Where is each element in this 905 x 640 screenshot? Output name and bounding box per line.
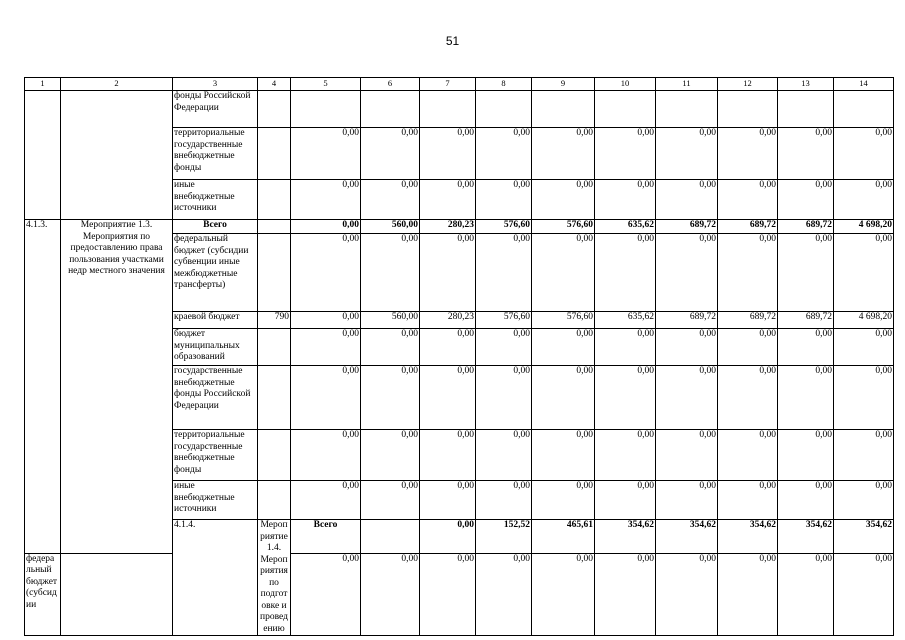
- code-cell: [61, 553, 173, 635]
- value-cell: 0,00: [476, 481, 532, 520]
- value-cell: 0,00: [532, 481, 595, 520]
- value-cell: 0,00: [476, 234, 532, 312]
- value-cell: [656, 91, 718, 128]
- value-cell: 0,00: [834, 553, 894, 635]
- value-cell: 0,00: [718, 234, 778, 312]
- value-cell: 689,72: [778, 220, 834, 234]
- value-cell: 0,00: [595, 553, 656, 635]
- value-cell: 560,00: [361, 312, 420, 329]
- column-number-header: 2: [61, 78, 173, 91]
- code-cell: [258, 430, 291, 481]
- value-cell: 0,00: [291, 312, 361, 329]
- column-number-header: 11: [656, 78, 718, 91]
- value-cell: [718, 91, 778, 128]
- value-cell: 0,00: [834, 128, 894, 180]
- value-cell: 0,00: [656, 366, 718, 430]
- column-number-header: 5: [291, 78, 361, 91]
- value-cell: 0,00: [778, 366, 834, 430]
- column-number-header: 1: [25, 78, 61, 91]
- code-cell: [258, 128, 291, 180]
- funding-source-cell: Всего: [291, 520, 361, 554]
- funding-source-cell: иные внебюджетные источники: [173, 180, 258, 220]
- value-cell: 0,00: [834, 430, 894, 481]
- value-cell: 0,00: [595, 366, 656, 430]
- value-cell: 0,00: [476, 180, 532, 220]
- value-cell: 354,62: [656, 520, 718, 554]
- value-cell: 280,23: [420, 220, 476, 234]
- value-cell: 0,00: [656, 234, 718, 312]
- value-cell: 689,72: [718, 220, 778, 234]
- code-cell: 790: [258, 312, 291, 329]
- measure-name-cell: Мероприятие 1.4. Мероприятия по подготовке и проведению: [258, 520, 291, 636]
- value-cell: [476, 91, 532, 128]
- value-cell: 0,00: [718, 329, 778, 366]
- value-cell: [420, 91, 476, 128]
- value-cell: 0,00: [834, 180, 894, 220]
- value-cell: 0,00: [420, 128, 476, 180]
- code-cell: [258, 180, 291, 220]
- value-cell: 0,00: [291, 180, 361, 220]
- funding-source-cell: бюджет муниципальных образований: [173, 329, 258, 366]
- value-cell: 0,00: [532, 329, 595, 366]
- code-cell: [258, 220, 291, 234]
- table-row: [25, 553, 894, 635]
- value-cell: [595, 91, 656, 128]
- value-cell: 0,00: [834, 481, 894, 520]
- column-number-header: 14: [834, 78, 894, 91]
- value-cell: 0,00: [718, 366, 778, 430]
- value-cell: 689,72: [778, 312, 834, 329]
- funding-source-cell: государственные внебюджетные фонды Российской Федерации: [173, 366, 258, 430]
- column-number-header: 3: [173, 78, 258, 91]
- value-cell: 0,00: [718, 128, 778, 180]
- value-cell: 0,00: [291, 234, 361, 312]
- page-number: 51: [445, 34, 460, 48]
- column-number-header: 9: [532, 78, 595, 91]
- table-row: [25, 91, 894, 128]
- value-cell: 0,00: [291, 329, 361, 366]
- value-cell: 0,00: [476, 128, 532, 180]
- value-cell: 0,00: [476, 553, 532, 635]
- row-number-cell: [25, 91, 61, 220]
- value-cell: 576,60: [532, 220, 595, 234]
- value-cell: 0,00: [778, 329, 834, 366]
- code-cell: [258, 234, 291, 312]
- value-cell: 0,00: [532, 553, 595, 635]
- value-cell: 0,00: [532, 430, 595, 481]
- value-cell: 0,00: [420, 329, 476, 366]
- value-cell: 0,00: [291, 430, 361, 481]
- column-number-header: 12: [718, 78, 778, 91]
- value-cell: 576,60: [476, 312, 532, 329]
- value-cell: 0,00: [291, 553, 361, 635]
- value-cell: 0,00: [778, 553, 834, 635]
- value-cell: 0,00: [718, 481, 778, 520]
- column-number-header: 10: [595, 78, 656, 91]
- value-cell: 465,61: [532, 520, 595, 554]
- value-cell: 0,00: [291, 128, 361, 180]
- value-cell: [834, 91, 894, 128]
- value-cell: 0,00: [718, 180, 778, 220]
- value-cell: 4 698,20: [834, 220, 894, 234]
- value-cell: 0,00: [656, 430, 718, 481]
- value-cell: 0,00: [420, 553, 476, 635]
- value-cell: 0,00: [476, 430, 532, 481]
- value-cell: 0,00: [361, 128, 420, 180]
- value-cell: 689,72: [656, 312, 718, 329]
- funding-source-cell: Всего: [173, 220, 258, 234]
- code-cell: [258, 481, 291, 520]
- value-cell: 152,52: [476, 520, 532, 554]
- value-cell: 354,62: [718, 520, 778, 554]
- value-cell: [778, 91, 834, 128]
- value-cell: 0,00: [778, 234, 834, 312]
- row-number-cell: 4.1.3.: [25, 220, 61, 554]
- value-cell: 0,00: [595, 481, 656, 520]
- value-cell: 280,23: [420, 312, 476, 329]
- value-cell: 0,00: [291, 366, 361, 430]
- value-cell: 354,62: [778, 520, 834, 554]
- measure-name-cell: Мероприятие 1.3. Мероприятия по предоставлению права пользования участками недр местного значения: [61, 220, 173, 554]
- value-cell: 0,00: [291, 481, 361, 520]
- value-cell: 354,62: [595, 520, 656, 554]
- value-cell: 0,00: [778, 430, 834, 481]
- value-cell: 0,00: [656, 180, 718, 220]
- value-cell: 0,00: [420, 180, 476, 220]
- value-cell: 0,00: [532, 234, 595, 312]
- value-cell: 0,00: [420, 481, 476, 520]
- funding-source-cell: федеральный бюджет (субсидии: [25, 553, 61, 635]
- value-cell: 4 698,20: [834, 312, 894, 329]
- value-cell: 0,00: [361, 481, 420, 520]
- value-cell: 0,00: [291, 220, 361, 234]
- value-cell: 354,62: [834, 520, 894, 554]
- measure-name-cell: [61, 91, 173, 220]
- value-cell: 0,00: [361, 180, 420, 220]
- value-cell: 0,00: [420, 520, 476, 554]
- value-cell: 0,00: [778, 481, 834, 520]
- value-cell: 0,00: [361, 329, 420, 366]
- value-cell: 0,00: [595, 234, 656, 312]
- row-number-cell: 4.1.4.: [173, 520, 258, 636]
- funding-source-cell: фонды Российской Федерации: [173, 91, 258, 128]
- value-cell: 0,00: [656, 128, 718, 180]
- column-number-header: 4: [258, 78, 291, 91]
- value-cell: 0,00: [834, 366, 894, 430]
- header-row: [25, 78, 894, 91]
- value-cell: [361, 91, 420, 128]
- value-cell: 0,00: [532, 366, 595, 430]
- value-cell: 0,00: [718, 430, 778, 481]
- value-cell: 0,00: [361, 430, 420, 481]
- code-cell: [258, 366, 291, 430]
- code-cell: [258, 329, 291, 366]
- funding-source-cell: территориальные государственные внебюджетные фонды: [173, 128, 258, 180]
- value-cell: 0,00: [532, 128, 595, 180]
- value-cell: 0,00: [532, 180, 595, 220]
- value-cell: [532, 91, 595, 128]
- value-cell: [291, 91, 361, 128]
- value-cell: 576,60: [476, 220, 532, 234]
- column-number-header: 8: [476, 78, 532, 91]
- value-cell: 0,00: [361, 553, 420, 635]
- value-cell: 0,00: [656, 553, 718, 635]
- code-cell: [361, 520, 420, 554]
- value-cell: 0,00: [476, 329, 532, 366]
- value-cell: 0,00: [595, 128, 656, 180]
- value-cell: 689,72: [656, 220, 718, 234]
- value-cell: 0,00: [778, 180, 834, 220]
- value-cell: 0,00: [595, 430, 656, 481]
- value-cell: 689,72: [718, 312, 778, 329]
- value-cell: 0,00: [361, 234, 420, 312]
- value-cell: 635,62: [595, 312, 656, 329]
- value-cell: 0,00: [656, 329, 718, 366]
- value-cell: 0,00: [420, 234, 476, 312]
- funding-source-cell: краевой бюджет: [173, 312, 258, 329]
- value-cell: 0,00: [361, 366, 420, 430]
- code-cell: [258, 91, 291, 128]
- value-cell: 0,00: [778, 128, 834, 180]
- funding-source-cell: федеральный бюджет (субсидии субвенции иные межбюджетные трансферты): [173, 234, 258, 312]
- value-cell: 635,62: [595, 220, 656, 234]
- value-cell: 576,60: [532, 312, 595, 329]
- budget-table: [24, 77, 894, 636]
- value-cell: 0,00: [420, 430, 476, 481]
- column-number-header: 6: [361, 78, 420, 91]
- value-cell: 560,00: [361, 220, 420, 234]
- value-cell: 0,00: [834, 234, 894, 312]
- value-cell: 0,00: [476, 366, 532, 430]
- column-number-header: 7: [420, 78, 476, 91]
- value-cell: 0,00: [420, 366, 476, 430]
- funding-source-cell: территориальные государственные внебюджетные фонды: [173, 430, 258, 481]
- table-row: [25, 220, 894, 234]
- value-cell: 0,00: [834, 329, 894, 366]
- funding-source-cell: иные внебюджетные источники: [173, 481, 258, 520]
- column-number-header: 13: [778, 78, 834, 91]
- value-cell: 0,00: [595, 329, 656, 366]
- value-cell: 0,00: [595, 180, 656, 220]
- value-cell: 0,00: [718, 553, 778, 635]
- value-cell: 0,00: [656, 481, 718, 520]
